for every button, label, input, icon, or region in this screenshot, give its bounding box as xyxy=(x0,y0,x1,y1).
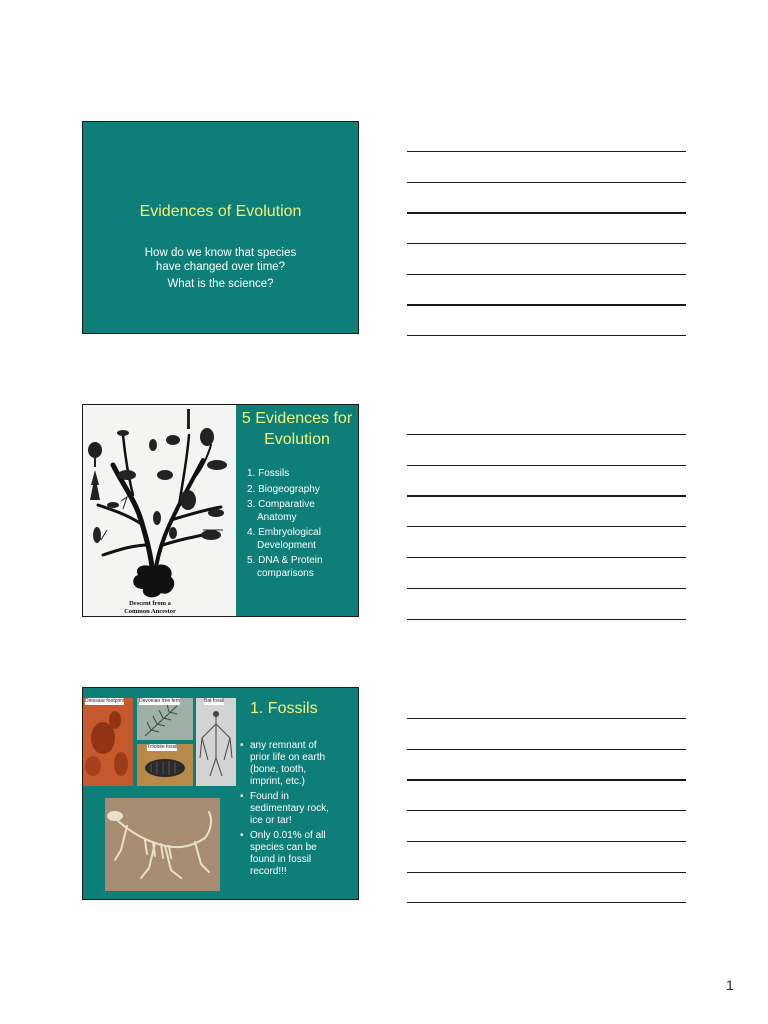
footprint-image xyxy=(83,698,133,786)
note-line xyxy=(407,212,686,214)
note-line xyxy=(407,182,686,183)
subtitle-line-1: How do we know that species xyxy=(144,247,297,259)
bat-label: Bat fossil xyxy=(204,698,225,704)
note-line xyxy=(407,872,686,873)
skeleton-image xyxy=(105,798,220,891)
fossil-bullets xyxy=(238,740,348,881)
slide-1-question: What is the science? xyxy=(167,278,274,290)
note-line xyxy=(407,434,686,435)
bullet-dot: • xyxy=(240,740,244,751)
slide-1-subtitle xyxy=(83,246,358,274)
tree-fern-photo xyxy=(137,698,193,740)
fern-label: Devonian tree fern xyxy=(139,698,181,704)
tree-of-life-illustration xyxy=(83,405,236,617)
note-line xyxy=(407,588,686,589)
footprint-label: Dinosaur footprint xyxy=(85,698,125,704)
bullet-dot: • xyxy=(240,830,244,841)
note-line xyxy=(407,304,686,306)
evidence-item: 1. Fossils xyxy=(247,468,290,479)
note-line xyxy=(407,841,686,842)
trilobite-label: Trilobite fossil xyxy=(147,744,178,750)
slide-3-title: 1. Fossils xyxy=(250,700,318,717)
tree-caption xyxy=(95,600,205,616)
caption-line-1: Descent from a xyxy=(129,600,171,607)
evidence-item: 2. Biogeography xyxy=(247,483,320,495)
note-line xyxy=(407,274,686,275)
title-line-2: Evolution xyxy=(264,431,330,448)
tree-of-life-drawing xyxy=(83,405,236,617)
note-line xyxy=(407,749,686,750)
bullet-item: • any remnant of prior life on earth (bone, tooth, imprint, etc.) xyxy=(240,740,326,787)
bat-fossil-photo xyxy=(196,698,236,786)
bullet-item: • Only 0.01% of all species can be found in fossil record!!! xyxy=(240,830,326,877)
note-line xyxy=(407,465,686,466)
note-line xyxy=(407,619,686,620)
slide-2 xyxy=(82,404,359,617)
evidence-item: 4. Embryological Development xyxy=(247,527,321,551)
dinosaur-footprint-photo xyxy=(83,698,133,786)
page-number: 1 xyxy=(726,977,734,993)
evidence-list xyxy=(247,468,323,583)
note-line xyxy=(407,151,686,152)
slide-2-title xyxy=(236,408,358,450)
note-line xyxy=(407,810,686,811)
subtitle-line-2: have changed over time? xyxy=(155,261,286,273)
slide-1 xyxy=(82,121,359,334)
note-line xyxy=(407,335,686,336)
bullet-dot: • xyxy=(240,791,244,802)
slide-1-title: Evidences of Evolution xyxy=(139,203,302,220)
note-line xyxy=(407,718,686,719)
note-line xyxy=(407,526,686,527)
evidence-item: 5. DNA & Protein comparisons xyxy=(247,555,323,579)
note-line xyxy=(407,495,686,497)
trilobite-photo xyxy=(137,744,193,786)
title-line-1: 5 Evidences for xyxy=(241,410,353,427)
bullet-item: • Found in sedimentary rock, ice or tar! xyxy=(240,791,329,826)
note-line xyxy=(407,779,686,781)
note-line xyxy=(407,557,686,558)
note-line xyxy=(407,902,686,903)
skeleton-fossil-photo xyxy=(105,798,220,891)
bat-image xyxy=(196,698,236,786)
evidence-item: 3. Comparative Anatomy xyxy=(247,499,315,523)
slide-3 xyxy=(82,687,359,900)
note-line xyxy=(407,243,686,244)
caption-line-2: Common Ancestor xyxy=(124,608,176,615)
